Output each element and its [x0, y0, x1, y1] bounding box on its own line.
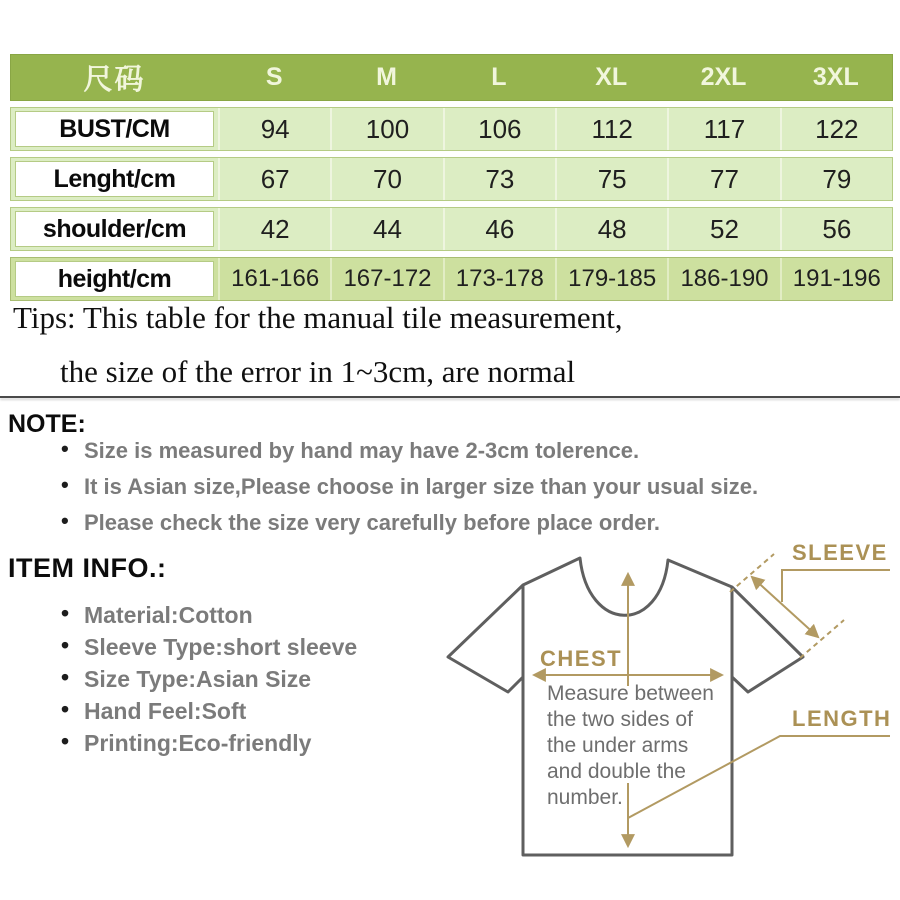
sleeve-dash-top — [730, 554, 774, 592]
size-table-header-row — [10, 54, 893, 101]
height-s: 161-166 — [218, 258, 330, 300]
height-xl: 179-185 — [555, 258, 667, 300]
note-bullet-1: • Size is measured by hand may have 2-3cm tolerence. — [84, 438, 758, 464]
bust-l: 106 — [443, 108, 555, 150]
sleeve-label: SLEEVE — [792, 540, 888, 565]
tips-line-2: the size of the error in 1~3cm, are normal — [60, 354, 576, 389]
note-heading: NOTE: — [8, 410, 86, 438]
height-l: 173-178 — [443, 258, 555, 300]
row-label-height: height/cm — [15, 261, 214, 297]
table-row-shoulder — [10, 207, 893, 251]
row-label-length: Lenght/cm — [15, 161, 214, 197]
item-bullet-hand-feel: • Hand Feel:Soft — [84, 698, 357, 725]
shoulder-3xl: 56 — [780, 208, 892, 250]
sleeve-leader-line — [782, 570, 890, 602]
shoulder-xl: 48 — [555, 208, 667, 250]
shoulder-m: 44 — [330, 208, 442, 250]
bust-3xl: 122 — [780, 108, 892, 150]
table-row-height — [10, 257, 893, 301]
row-label-cell — [11, 108, 218, 150]
length-m: 70 — [330, 158, 442, 200]
item-bullet-material: • Material:Cotton — [84, 602, 357, 629]
bust-2xl: 117 — [667, 108, 779, 150]
item-info-bullet-list — [84, 602, 357, 762]
height-2xl: 186-190 — [667, 258, 779, 300]
bust-s: 94 — [218, 108, 330, 150]
header-xl: XL — [595, 63, 628, 91]
length-2xl: 77 — [667, 158, 779, 200]
header-s: S — [265, 63, 283, 91]
header-3xl: 3XL — [812, 63, 859, 91]
size-table — [10, 54, 893, 301]
length-l: 73 — [443, 158, 555, 200]
shoulder-s: 42 — [218, 208, 330, 250]
item-bullet-printing: • Printing:Eco-friendly — [84, 730, 357, 757]
note-bullet-3: • Please check the size very carefully before place order. — [84, 510, 758, 536]
header-l: L — [491, 63, 507, 91]
row-label-cell — [11, 158, 218, 200]
chest-note-text: Measure between the two sides of the under arms and double the number. — [547, 682, 714, 809]
row-label-cell — [11, 258, 218, 300]
table-row-bust — [10, 107, 893, 151]
bust-xl: 112 — [555, 108, 667, 150]
item-info-heading: ITEM INFO.: — [8, 553, 167, 583]
table-row-length — [10, 157, 893, 201]
row-label-bust: BUST/CM — [15, 111, 214, 147]
section-divider — [0, 396, 900, 398]
tshirt-outline-icon — [448, 558, 803, 855]
header-size-cn: 尺码 — [83, 64, 146, 96]
row-label-shoulder: shoulder/cm — [15, 211, 214, 247]
header-m: M — [376, 63, 397, 91]
length-s: 67 — [218, 158, 330, 200]
length-3xl: 79 — [780, 158, 892, 200]
chest-label: CHEST — [540, 646, 623, 671]
shoulder-l: 46 — [443, 208, 555, 250]
length-label: LENGTH — [792, 706, 892, 731]
row-label-cell — [11, 208, 218, 250]
shoulder-2xl: 52 — [667, 208, 779, 250]
bust-m: 100 — [330, 108, 442, 150]
height-m: 167-172 — [330, 258, 442, 300]
tips-line-1: Tips: This table for the manual tile measurement, — [13, 300, 623, 335]
note-bullet-2: • It is Asian size,Please choose in larger size than your usual size. — [84, 474, 758, 500]
item-bullet-sleeve-type: • Sleeve Type:short sleeve — [84, 634, 357, 661]
length-xl: 75 — [555, 158, 667, 200]
header-2xl: 2XL — [700, 63, 747, 91]
item-bullet-size-type: • Size Type:Asian Size — [84, 666, 357, 693]
height-3xl: 191-196 — [780, 258, 892, 300]
tshirt-measure-diagram — [430, 528, 900, 888]
